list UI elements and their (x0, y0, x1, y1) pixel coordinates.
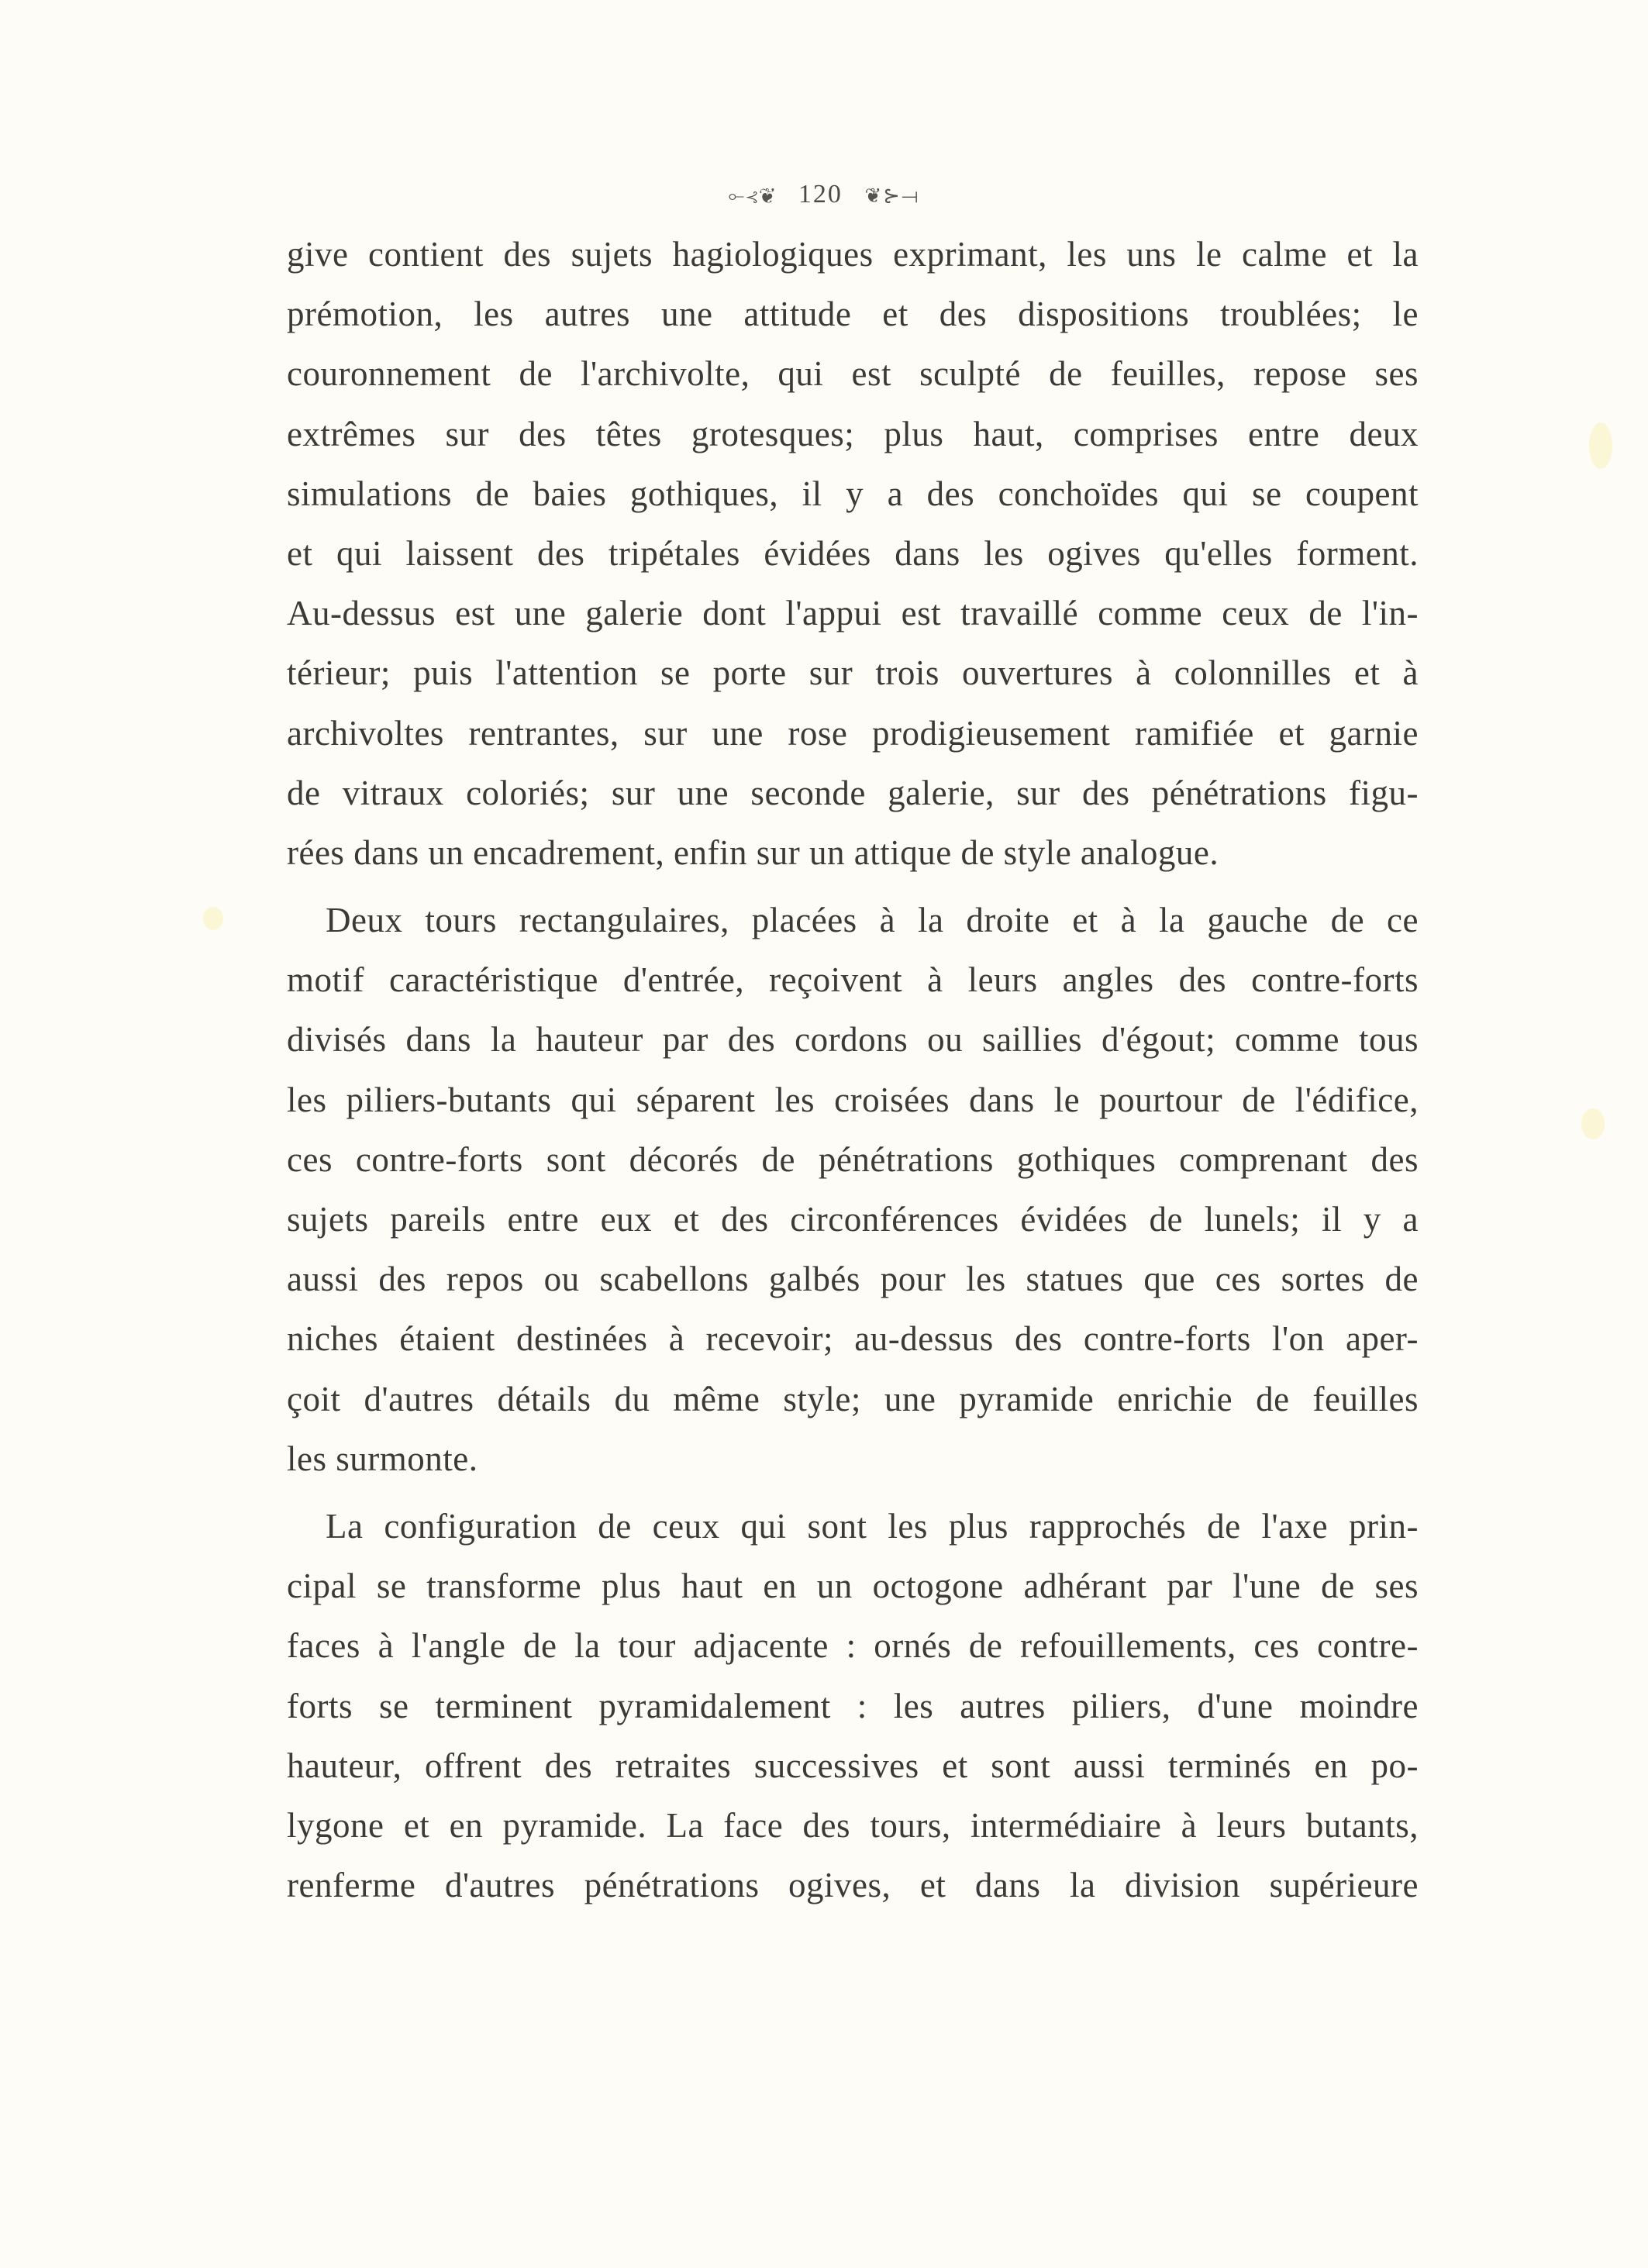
left-ornament-icon: ⟜⊰❦ (728, 184, 777, 207)
text-line: niches étaient destinées à recevoir; au-dessus des contre-forts l'on aper- (287, 1319, 1419, 1359)
text-line: simulations de baies gothiques, il y a des conchoïdes qui se coupent (287, 474, 1419, 513)
text-line: sujets pareils entre eux et des circonférences évidées de lunels; il y a (287, 1200, 1419, 1239)
text-line: rées dans un encadrement, enfin sur un attique de style analogue. (287, 832, 1219, 872)
text-line: les piliers-butants qui séparent les croisées dans le pourtour de l'édifice, (287, 1080, 1419, 1119)
text-line: La configuration de ceux qui sont les plus rapprochés de l'axe prin- (326, 1506, 1419, 1546)
right-ornament-icon: ❦⊱⟞ (864, 184, 920, 207)
text-line: divisés dans la hauteur par des cordons ou saillies d'égout; comme tous (287, 1020, 1419, 1060)
paragraph-1 (287, 225, 1419, 883)
text-line: prémotion, les autres une attitude et des dispositions troublées; le (287, 295, 1419, 334)
text-line: térieur; puis l'attention se porte sur trois ouvertures à colonnilles et à (287, 653, 1419, 693)
text-line: aussi des repos ou scabellons galbés pour les statues que ces sortes de (287, 1260, 1419, 1299)
paragraph-2 (287, 891, 1419, 1489)
text-line: motif caractéristique d'entrée, reçoivent à leurs angles des contre-forts (287, 960, 1419, 1000)
body-text (287, 225, 1419, 1915)
text-line: hauteur, offrent des retraites successives et sont aussi terminés en po- (287, 1746, 1419, 1785)
text-line: çoit d'autres détails du même style; une pyramide enrichie de feuilles (287, 1379, 1419, 1418)
text-line: les surmonte. (287, 1439, 478, 1478)
text-line: forts se terminent pyramidalement : les autres piliers, d'une moindre (287, 1686, 1419, 1725)
text-line: de vitraux coloriés; sur une seconde galerie, sur des pénétrations figu- (287, 773, 1419, 812)
page-number: 120 (798, 180, 843, 209)
text-line: give contient des sujets hagiologiques exprimant, les uns le calme et la (287, 235, 1419, 274)
text-line: archivoltes rentrantes, sur une rose prodigieusement ramifiée et garnie (287, 713, 1419, 753)
text-line: Deux tours rectangulaires, placées à la droite et à la gauche de ce (326, 901, 1419, 940)
text-line: et qui laissent des tripétales évidées dans les ogives qu'elles forment. (287, 533, 1419, 573)
text-line: couronnement de l'archivolte, qui est sculpté de feuilles, repose ses (287, 354, 1419, 394)
text-line: lygone et en pyramide. La face des tours, intermédiaire à leurs butants, (287, 1805, 1419, 1845)
paper-stain (203, 907, 223, 930)
text-line: extrêmes sur des têtes grotesques; plus haut, comprises entre deux (287, 414, 1419, 453)
paper-stain (1589, 422, 1612, 469)
paper-stain (1581, 1108, 1605, 1139)
text-line: faces à l'angle de la tour adjacente : ornés de refouillements, ces contre- (287, 1626, 1419, 1666)
paragraph-3 (287, 1497, 1419, 1915)
text-line: renferme d'autres pénétrations ogives, et dans la division supérieure (287, 1866, 1419, 1905)
text-line: ces contre-forts sont décorés de pénétrations gothiques comprenant des (287, 1139, 1419, 1179)
running-header (0, 180, 1648, 209)
text-line: Au-dessus est une galerie dont l'appui est travaillé comme ceux de l'in- (287, 594, 1419, 633)
text-line: cipal se transforme plus haut en un octogone adhérant par l'une de ses (287, 1567, 1419, 1606)
